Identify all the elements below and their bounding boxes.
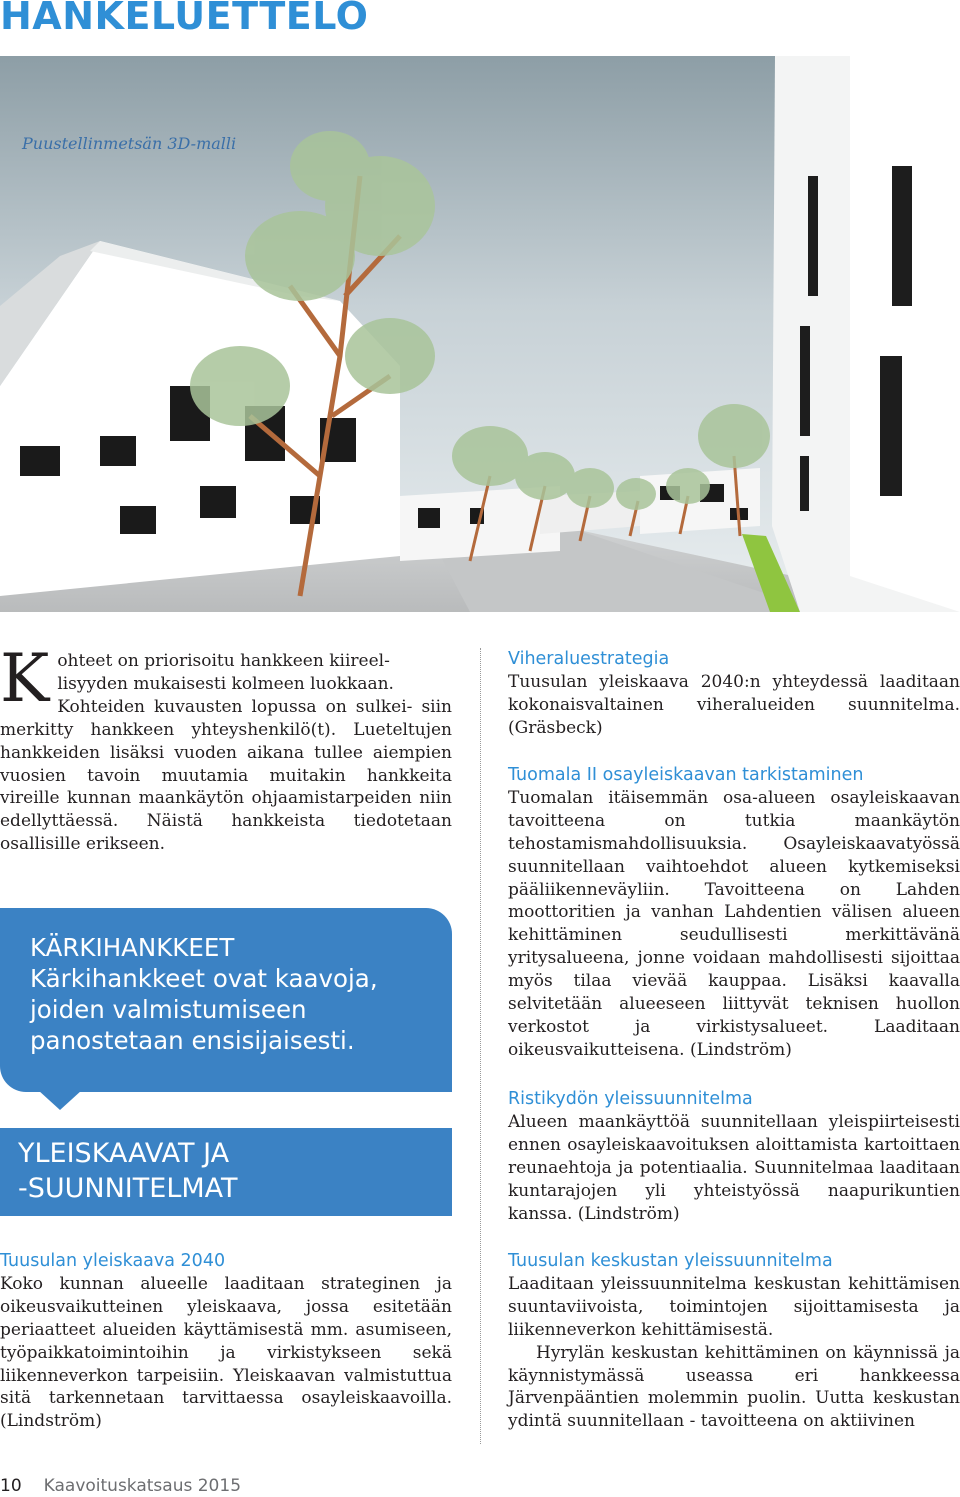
page-footer: [0, 1476, 241, 1496]
intro-line-1: ohteet on priorisoitu hankkeen kiireel-: [57, 651, 390, 671]
right-item-tuomala: [508, 764, 960, 1062]
callout-notch: [38, 1090, 82, 1110]
callout-heading: KÄRKIHANKKEET: [30, 933, 235, 962]
item-heading: Tuusulan yleiskaava 2040: [0, 1251, 226, 1271]
item-heading: Ristikydön yleissuunnitelma: [508, 1089, 753, 1109]
image-caption: Puustellinmetsän 3D-malli: [22, 134, 237, 153]
item-heading: Tuusulan keskustan yleissuunnitelma: [508, 1251, 833, 1271]
item-body: Koko kunnan alueelle laaditaan strateginen ja oikeusvaikutteinen yleiskaava, jossa esitetään periaatteet alueiden käyttämisestä mm. asumiseen, työpaikkatoimintoihin ja virkistykseen sekä liikenneverkon tarpeisiin. Yleiskaavan valmistuttua sitä tarkennetaan tarvittaessa osayleiskaavoilla. (Lindström): [0, 1273, 452, 1432]
intro-line-2: lisyyden mukaisesti kolmeen luokkaan.: [57, 673, 394, 694]
item-body-2: Hyrylän keskustan kehittäminen on käynnissä ja käynnistymässä useassa eri hankkeessa Järvenpääntien molemmin puolin. Uutta keskustan ydintä suunnitellaan - tavoitteena on aktiivinen: [508, 1342, 960, 1432]
key-projects-callout: [0, 908, 452, 1092]
section-heading-box: [0, 1128, 452, 1216]
right-item-viheraluestrategia: [508, 648, 960, 740]
column-divider: [480, 648, 481, 1444]
item-heading: Viheraluestrategia: [508, 649, 670, 669]
intro-line-3: Kohteiden kuvausten lopussa on sulkei-: [57, 696, 413, 717]
drop-cap: K: [0, 640, 50, 717]
left-item-yleiskaava: [0, 1250, 452, 1433]
item-body: Alueen maankäyttöä suunnitellaan yleispiirteisesti ennen osayleiskaavoituksen aloittamista kartoittaen reunaehtoja ja potentiaalia. Suunnitelmaa laaditaan kuntarajojen yli yhteistyössä naapurikuntien kanssa. (Lindström): [508, 1111, 960, 1224]
page-title: HANKELUETTELO: [0, 0, 369, 38]
item-body: Tuusulan yleiskaava 2040:n yhteydessä laaditaan kokonaisvaltainen viheralueiden suunnitelma. (Gräsbeck): [508, 671, 960, 738]
callout-text: Kärkihankkeet ovat kaavoja, joiden valmistumiseen panostetaan ensisijaisesti.: [30, 964, 378, 1055]
item-body: Tuomalan itäisemmän osa-alueen osayleiskaavan tavoitteena on tutkia maankäytön tehostamismahdollisuuksia. Osayleiskaavatyössä suunnitellaan vaihtoehdot alueen kytkemiseksi pääliikenneväyliin. Tavoitteena on Lahden moottoritien ja vanhan Lahdentien välisen alueen kehittäminen seudullisesti merkittävänä yritysalueena, jonne voidaan mahdollisesti sijoittaa myös tilaa vievää kauppaa. Lisäksi kaavalla selvitetään alueeseen liittyvät teknisen huollon verkostot ja virkistysalueet. Laaditaan oikeusvaikutteisena. (Lindström): [508, 787, 960, 1060]
intro-text: [0, 640, 452, 856]
page-number: 10: [0, 1476, 22, 1496]
right-item-ristikytö: [508, 1088, 960, 1225]
section-heading-line-1: YLEISKAAVAT JA: [18, 1138, 230, 1169]
publication-name: Kaavoituskatsaus 2015: [43, 1476, 242, 1496]
right-item-keskusta: [508, 1250, 960, 1433]
item-heading: Tuomala II osayleiskaavan tarkistaminen: [508, 765, 864, 785]
section-heading-line-2: -SUUNNITELMAT: [18, 1173, 238, 1204]
hero-image-3d-model: [0, 56, 960, 612]
item-body: Laaditaan yleissuunnitelma keskustan kehittämisen suuntaviivoista, toimintojen sijoittamisesta ja liikenneverkon kehittämisestä.: [508, 1273, 960, 1340]
intro-rest: siin merkitty hankkeen yhteyshenkilö(t). Lueteltujen hankkeiden lisäksi vuoden aikana tullee aiempien vuosien tavoin muutamia muitakin hankkeita vireille kunnan maankäytön ohjaamistarpeiden niin edellyttäessä. Näistä hankkeista tiedotetaan osallisille erikseen.: [0, 696, 452, 855]
